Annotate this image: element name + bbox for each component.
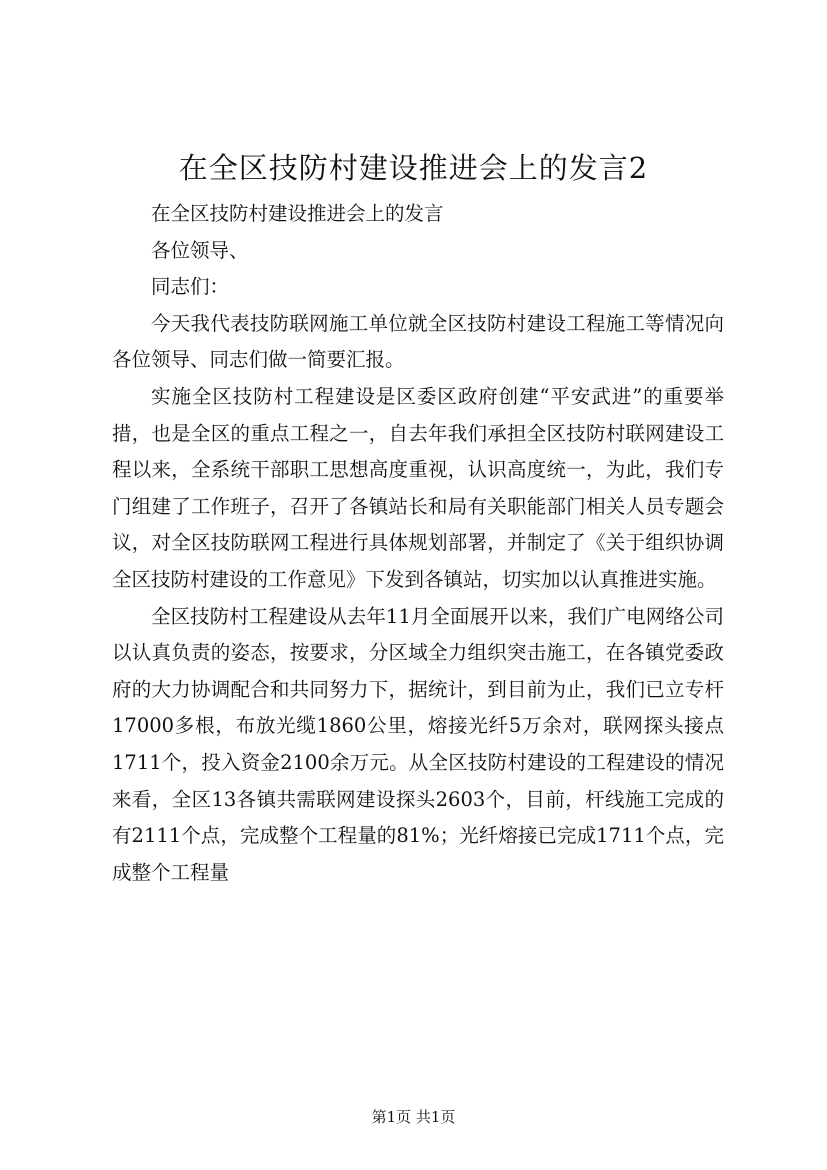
paragraph-progress: 全区技防村工程建设从去年11月全面展开以来，我们广电网络公司以认真负责的姿态，按要求，分区域全力组织突击施工，在各镇党委政府的大力协调配合和共同努力下，据统计，到目前为止，我们已立专杆17000多根，布放光缆1860公里，熔接光纤5万余对，联网探头接点1711个，投入资金2100余万元。从全区技防村建设的工程建设的情况来看，全区13各镇共需联网建设探头2603个，目前，杆线施工完成的有2111个点，完成整个工程量的81%；光纤熔接已完成1711个点，完成整个工程量 — [112, 604, 724, 884]
paragraph-subtitle: 在全区技防村建设推进会上的发言 — [151, 202, 444, 225]
document-body — [112, 196, 724, 891]
paragraph-importance: 实施全区技防村工程建设是区委区政府创建“平安武进”的重要举措，也是全区的重点工程之一，自去年我们承担全区技防村联网建设工程以来，全系统干部职工思想高度重视，认识高度统一，为此，我们专门组建了工作班子，召开了各镇站长和局有关职能部门相关人员专题会议，对全区技防联网工程进行具体规划部署，并制定了《关于组织协调全区技防村建设的工作意见》下发到各镇站，切实加以认真推进实施。 — [112, 384, 724, 591]
paragraph-salutation-leaders: 各位领导、 — [151, 238, 249, 262]
page-footer: 第1页 共1页 — [371, 1108, 456, 1126]
document-title: 在全区技防村建设推进会上的发言2 — [178, 151, 649, 185]
paragraph-salutation-comrades: 同志们： — [151, 275, 230, 299]
paragraph-intro: 今天我代表技防联网施工单位就全区技防村建设工程施工等情况向各位领导、同志们做一简要汇报。 — [112, 311, 724, 372]
